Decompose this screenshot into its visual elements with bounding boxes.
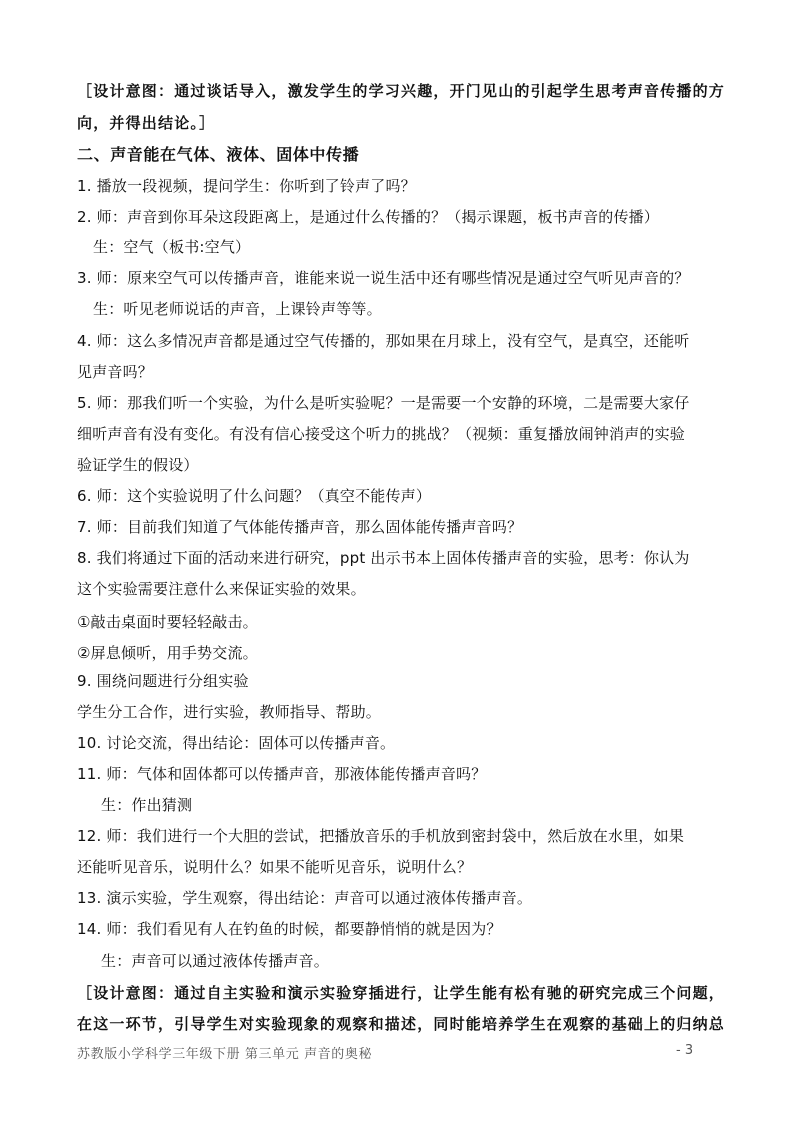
paragraph-line: 4. 师：这么多情况声音都是通过空气传播的，那如果在月球上，没有空气，是真空，还能听 (77, 332, 690, 350)
paragraph-line: 6. 师：这个实验说明了什么问题？（真空不能传声） (77, 487, 432, 505)
paragraph-line: 13. 演示实验，学生观察，得出结论：声音可以通过液体传播声音。 (77, 889, 533, 907)
paragraph-line: 这个实验需要注意什么来保证实验的效果。 (77, 580, 366, 598)
paragraph-line: 见声音吗？ (77, 363, 154, 381)
list-item: ②屏息倾听，用手势交流。 (77, 644, 258, 662)
section-heading: 二、声音能在气体、液体、固体中传播 (77, 145, 360, 164)
paragraph-line: 1. 播放一段视频，提问学生：你听到了铃声了吗？ (77, 177, 416, 195)
paragraph-line: 7. 师：目前我们知道了气体能传播声音，那么固体能传播声音吗？ (77, 518, 523, 536)
paragraph-line: 细听声音有没有变化。有没有信心接受这个听力的挑战？（视频：重复播放闹钟消声的实验 (77, 425, 686, 443)
paragraph-line: 学生分工合作，进行实验，教师指导、帮助。 (77, 703, 382, 721)
list-item: ①敲击桌面时要轻轻敲击。 (77, 613, 258, 631)
paragraph-line: 3. 师：原来空气可以传播声音，谁能来说一说生活中还有哪些情况是通过空气听见声音的？ (77, 269, 690, 287)
design-intent-2-line-1: ［设计意图：通过自主实验和演示实验穿插进行，让学生能有松有驰的研究完成三个问题， (77, 984, 726, 1002)
student-answer-line: 生：听见老师说话的声音，上课铃声等等。 (93, 300, 382, 318)
paragraph-line: 14. 师：我们看见有人在钓鱼的时候，都要静悄悄的就是因为？ (77, 920, 502, 938)
design-intent-1-line-1: ［设计意图：通过谈话导入，激发学生的学习兴趣，开门见山的引起学生思考声音传播的方 (77, 82, 726, 100)
student-answer-line: 生：空气（板书:空气） (93, 238, 251, 256)
page-number: - 3 (676, 1043, 694, 1058)
paragraph-line: 8. 我们将通过下面的活动来进行研究，ppt 出示书本上固体传播声音的实验，思考：你认为 (77, 549, 690, 567)
design-intent-2-line-2: 在这一环节，引导学生对实验现象的观察和描述，同时能培养学生在观察的基础上的归纳总 (77, 1015, 726, 1033)
design-intent-1-line-2: 向，并得出结论。］ (77, 114, 216, 132)
student-answer-line: 生：声音可以通过液体传播声音。 (101, 952, 330, 970)
paragraph-line: 9. 围绕问题进行分组实验 (77, 672, 249, 690)
paragraph-line: 12. 师：我们进行一个大胆的尝试，把播放音乐的手机放到密封袋中，然后放在水里，如果 (77, 827, 685, 845)
paragraph-line: 10. 讨论交流，得出结论：固体可以传播声音。 (77, 734, 396, 752)
paragraph-line: 2. 师：声音到你耳朵这段距离上，是通过什么传播的？（揭示课题，板书声音的传播） (77, 208, 660, 226)
paragraph-line: 5. 师：那我们听一个实验，为什么是听实验呢？一是需要一个安静的环境，二是需要大家仔 (77, 394, 690, 412)
paragraph-line: 还能听见音乐，说明什么？如果不能听见音乐，说明什么？ (77, 858, 473, 876)
footer-title: 苏教版小学科学三年级下册 第三单元 声音的奥秘 (77, 1047, 373, 1062)
student-answer-line: 生：作出猜测 (101, 796, 193, 814)
paragraph-line: 验证学生的假设） (77, 456, 199, 474)
paragraph-line: 11. 师：气体和固体都可以传播声音，那液体能传播声音吗？ (77, 765, 487, 783)
